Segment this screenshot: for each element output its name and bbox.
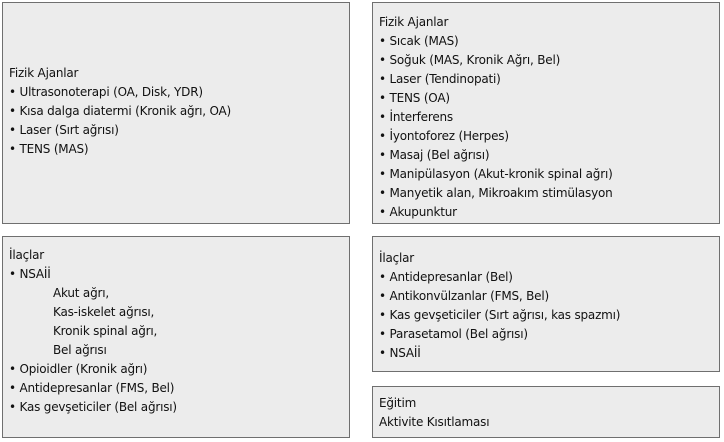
- sub-list-item: Kas-iskelet ağrısı,: [53, 305, 155, 319]
- education-label: Eğitim: [379, 396, 417, 410]
- physical-agents-box-right: [372, 2, 720, 224]
- list-item: • İnterferens: [379, 110, 453, 124]
- list-item: • TENS (OA): [379, 91, 450, 105]
- list-item: • Akupunktur: [379, 205, 457, 219]
- list-item: • Antidepresanlar (FMS, Bel): [9, 381, 175, 395]
- medications-box-right: [372, 236, 720, 372]
- activity-restriction-label: Aktivite Kısıtlaması: [379, 415, 490, 429]
- sub-list-item: Kronik spinal ağrı,: [53, 324, 158, 338]
- list-item: • İyontoforez (Herpes): [379, 129, 509, 143]
- box-title: İlaçlar: [9, 248, 45, 262]
- list-item: • Ultrasonoterapi (OA, Disk, YDR): [9, 85, 203, 99]
- list-item: • Laser (Tendinopati): [379, 72, 501, 86]
- list-item: • Antidepresanlar (Bel): [379, 270, 513, 284]
- medications-box-left: [2, 236, 350, 438]
- list-item: • NSAİİ: [9, 267, 51, 281]
- list-item: • NSAİİ: [379, 346, 421, 360]
- list-item: • Antikonvülzanlar (FMS, Bel): [379, 289, 549, 303]
- list-item: • Opioidler (Kronik ağrı): [9, 362, 148, 376]
- physical-agents-box-left: [2, 2, 350, 224]
- box-title: Fizik Ajanlar: [379, 15, 449, 29]
- sub-list-item: Bel ağrısı: [53, 343, 107, 357]
- list-item: • Laser (Sırt ağrısı): [9, 123, 119, 137]
- education-box: [372, 386, 720, 438]
- list-item: • Kas gevşeticiler (Bel ağrısı): [9, 400, 177, 414]
- list-item: • Masaj (Bel ağrısı): [379, 148, 490, 162]
- list-item: • Kas gevşeticiler (Sırt ağrısı, kas spazmı): [379, 308, 621, 322]
- box-title: İlaçlar: [379, 251, 415, 265]
- list-item: • Soğuk (MAS, Kronik Ağrı, Bel): [379, 53, 561, 67]
- list-item: • TENS (MAS): [9, 142, 89, 156]
- sub-list-item: Akut ağrı,: [53, 286, 109, 300]
- list-item: • Kısa dalga diatermi (Kronik ağrı, OA): [9, 104, 232, 118]
- box-title: Fizik Ajanlar: [9, 66, 79, 80]
- list-item: • Parasetamol (Bel ağrısı): [379, 327, 528, 341]
- list-item: • Manipülasyon (Akut-kronik spinal ağrı): [379, 167, 613, 181]
- list-item: • Sıcak (MAS): [379, 34, 459, 48]
- list-item: • Manyetik alan, Mikroakım stimülasyon: [379, 186, 613, 200]
